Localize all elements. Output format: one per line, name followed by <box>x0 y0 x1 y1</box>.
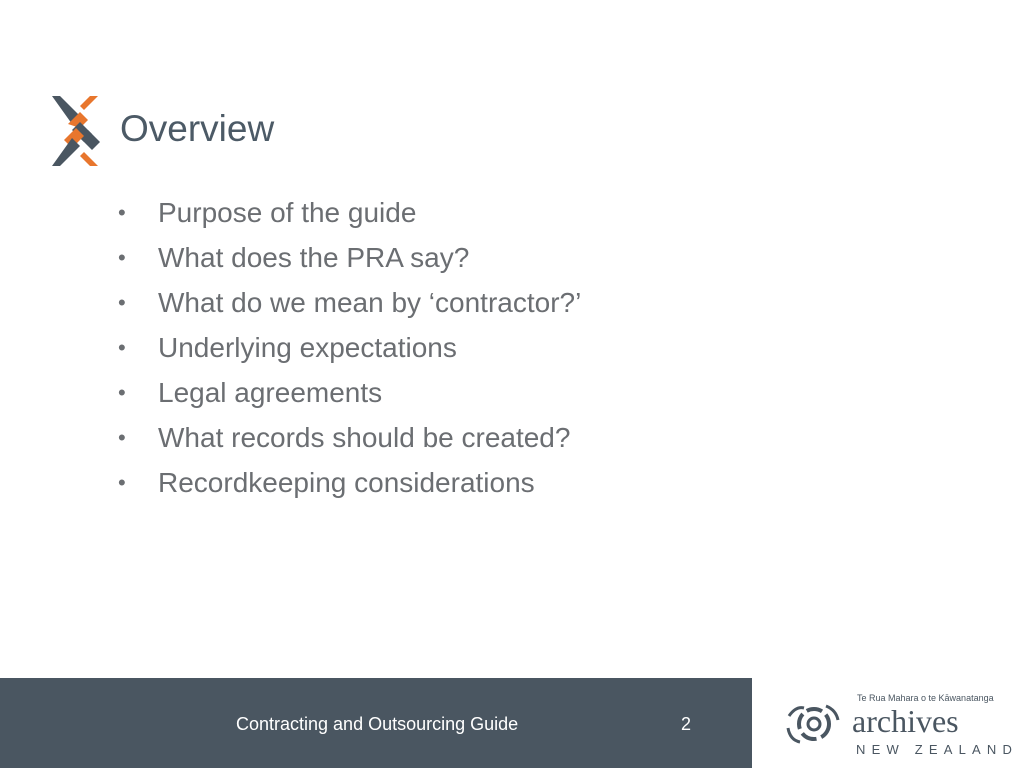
bullet-dot: • <box>118 200 126 225</box>
bullet-dot: • <box>118 290 126 315</box>
bullet-list <box>117 190 581 505</box>
bullet-dot: • <box>118 470 126 495</box>
footer-title: Contracting and Outsourcing Guide <box>236 714 519 734</box>
brand-panel <box>752 678 1024 768</box>
bullet-dot: • <box>118 425 126 450</box>
slide-title: Overview <box>120 108 275 149</box>
bullet-text: Legal agreements <box>158 377 383 408</box>
brand-tagline: Te Rua Mahara o te Kāwanatanga <box>857 693 994 703</box>
bullet-dot: • <box>118 335 126 360</box>
list-item <box>117 460 581 505</box>
list-item <box>117 190 581 235</box>
brand-name: archives <box>852 703 959 739</box>
bullet-text: Purpose of the guide <box>158 197 417 228</box>
list-item <box>117 325 581 370</box>
brand-subtitle: NEW ZEALAND <box>856 742 1019 757</box>
bullet-text: What records should be created? <box>158 422 571 453</box>
bullet-text: What do we mean by ‘contractor?’ <box>158 287 582 318</box>
bullet-dot: • <box>118 380 126 405</box>
bullet-text: What does the PRA say? <box>158 242 470 273</box>
archives-x-mark-icon <box>50 94 102 168</box>
list-item <box>117 370 581 415</box>
list-item <box>117 280 581 325</box>
list-item <box>117 415 581 460</box>
page-number: 2 <box>681 714 692 734</box>
bullet-dot: • <box>118 245 126 270</box>
list-item <box>117 235 581 280</box>
bullet-text: Recordkeeping considerations <box>158 467 535 498</box>
bullet-text: Underlying expectations <box>158 332 457 363</box>
